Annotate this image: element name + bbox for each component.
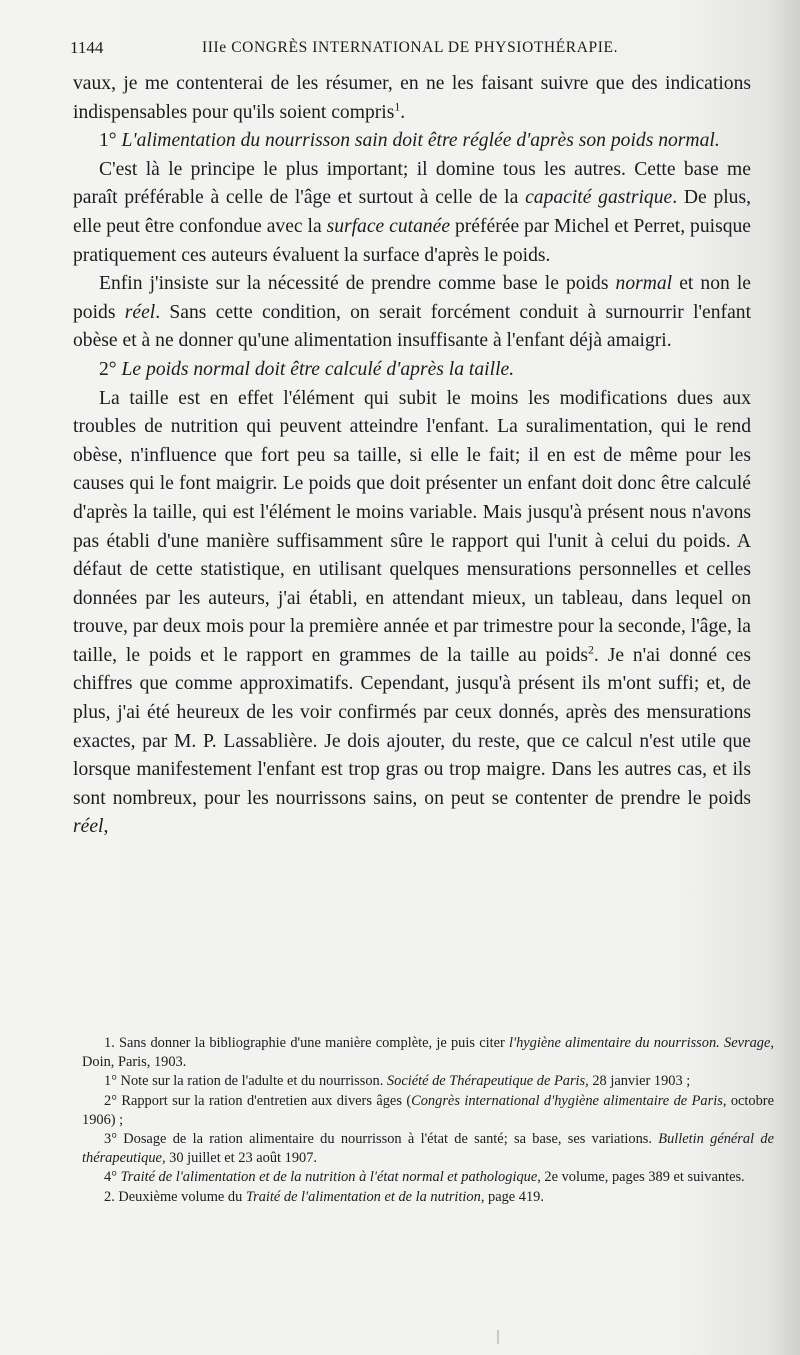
page-number: 1144 [70, 38, 104, 57]
text-run: , octobre 1906) ; [82, 1092, 774, 1128]
text-run: 3° Dosage de la ration alimentaire du nourrisson à l'état de santé; sa base, ses variations. [104, 1131, 659, 1148]
paragraph [73, 156, 751, 270]
principle-statement: Le poids normal doit être calculé d'après la taille. [121, 358, 515, 380]
italic-title: Bulletin général de thérapeutique [82, 1131, 774, 1167]
italic-term: normal [615, 273, 673, 295]
footnotes [82, 1034, 774, 1207]
italic-term: surface cutanée [326, 215, 451, 237]
italic-term: réel [73, 816, 104, 838]
principle-1 [73, 127, 751, 156]
text-run: La taille est en effet l'élément qui subit le moins les modifications dues aux troubles de nutrition qui peuvent atteindre l'enfant. La suralimentation, qui le rend obèse, n'influence que fort peu sa taille, si elle le fait; il en est de même pour les causes qui le font maigrir. Le poids que doit présenter un enfant doit donc être calculé d'après la taille, qui est l'élément le moins variable. Mais jusqu'à présent nous n'avons pas établi d'une manière suffisamment sûre le rapport qui l'unit à celui du poids. A défaut de cette statistique, en utilisant quelques mensurations personnelles et celles données par les auteurs, j'ai établi, en attendant mieux, un tableau, dans lequel on trouve, par deux mois pour la première année et par trimestre pour la seconde, l'âge, la taille, le poids et le rapport en grammes de la taille au poids [73, 387, 751, 666]
text-run: vaux, je me contenterai de les résumer, en ne les faisant suivre que des indications indispensables pour qu'ils soient compris [73, 73, 751, 123]
text-run: , 30 juillet et 23 août 1907. [161, 1150, 318, 1167]
text-run: 2. Deuxième volume du [104, 1188, 246, 1205]
footnote-item [82, 1072, 774, 1091]
text-run: préférée par Michel et Perret, puisque pratiquement ces auteurs évaluent la surface d'après le poids. [73, 215, 751, 266]
text-run: et non le poids [73, 273, 752, 323]
principle-2 [73, 356, 751, 385]
italic-title: Société de Thérapeutique de Paris [386, 1073, 586, 1090]
italic-title: Congrès international d'hygiène alimentaire de Paris [411, 1092, 723, 1109]
footnote-ref[interactable]: 2 [588, 643, 594, 657]
footnote-item [82, 1168, 774, 1187]
italic-title: Traité de l'alimentation et de la nutrition [245, 1188, 481, 1205]
running-title: IIIe CONGRÈS INTERNATIONAL DE PHYSIOTHÉRAPIE. [202, 39, 619, 56]
paragraph [73, 385, 751, 843]
text-run: 2° Rapport sur la ration d'entretien aux divers âges ( [104, 1092, 412, 1109]
footnote-item [82, 1092, 774, 1130]
principle-number: 1° [99, 130, 122, 152]
footnote-ref[interactable]: 1 [394, 100, 401, 114]
principle-statement: L'alimentation du nourrisson sain doit être réglée d'après son poids normal. [121, 130, 720, 152]
text-run: 4° [104, 1169, 121, 1186]
text-run: . [400, 101, 406, 123]
page-header [70, 38, 770, 62]
footnote-item [82, 1130, 774, 1168]
italic-title: l'hygiène alimentaire du nourrisson. Sevrage [509, 1035, 771, 1051]
text-run: , 28 janvier 1903 ; [585, 1073, 691, 1090]
text-run: , [103, 816, 109, 838]
text-run: , 2e volume, pages 389 et suivantes. [537, 1169, 745, 1186]
paragraph [73, 270, 751, 356]
text-run: 1. Sans donner la bibliographie d'une manière complète, je puis citer [104, 1035, 510, 1051]
paper-mark [497, 1330, 499, 1344]
italic-term: réel [124, 301, 156, 323]
footnote-2 [82, 1188, 774, 1207]
italic-term: capacité gastrique [525, 187, 673, 209]
text-run: Enfin j'insiste sur la nécessité de prendre comme base le poids [99, 273, 616, 295]
principle-number: 2° [99, 358, 122, 380]
footnote-1 [82, 1034, 774, 1072]
text-run: , page 419. [480, 1188, 544, 1205]
text-run: . Je n'ai donné ces chiffres que comme approximatifs. Cependant, jusqu'à présent ils m'ont suffi; et, de plus, j'ai été heureux de les voir confirmés par ceux donnés, après des mensurations exactes, par M. P. Lassablière. Je dois ajouter, du reste, que ce calcul n'est utile que lorsque manifestement l'enfant est trop gras ou trop maigre. Dans les autres cas, et ils sont nombreux, pour les nourrissons sains, on peut se contenter de prendre le poids [73, 644, 751, 809]
text-run: . De plus, elle peut être confondue avec la [73, 187, 752, 237]
italic-title: Traité de l'alimentation et de la nutrition à l'état normal et pathologique [120, 1169, 538, 1186]
text-run: C'est là le principe le plus important; il domine tous les autres. Cette base me paraît préférable à celle de l'âge et surtout à celle de la [73, 158, 751, 209]
text-run: , Doin, Paris, 1903. [82, 1035, 774, 1071]
text-run: . Sans cette condition, on serait forcément conduit à surnourrir l'enfant obèse et à ne donner qu'une alimentation insuffisante à l'enfant déjà amaigri. [73, 301, 752, 352]
paragraph-continuation [73, 70, 751, 127]
main-text [73, 70, 751, 842]
text-run: 1° Note sur la ration de l'adulte et du nourrisson. [104, 1073, 387, 1090]
